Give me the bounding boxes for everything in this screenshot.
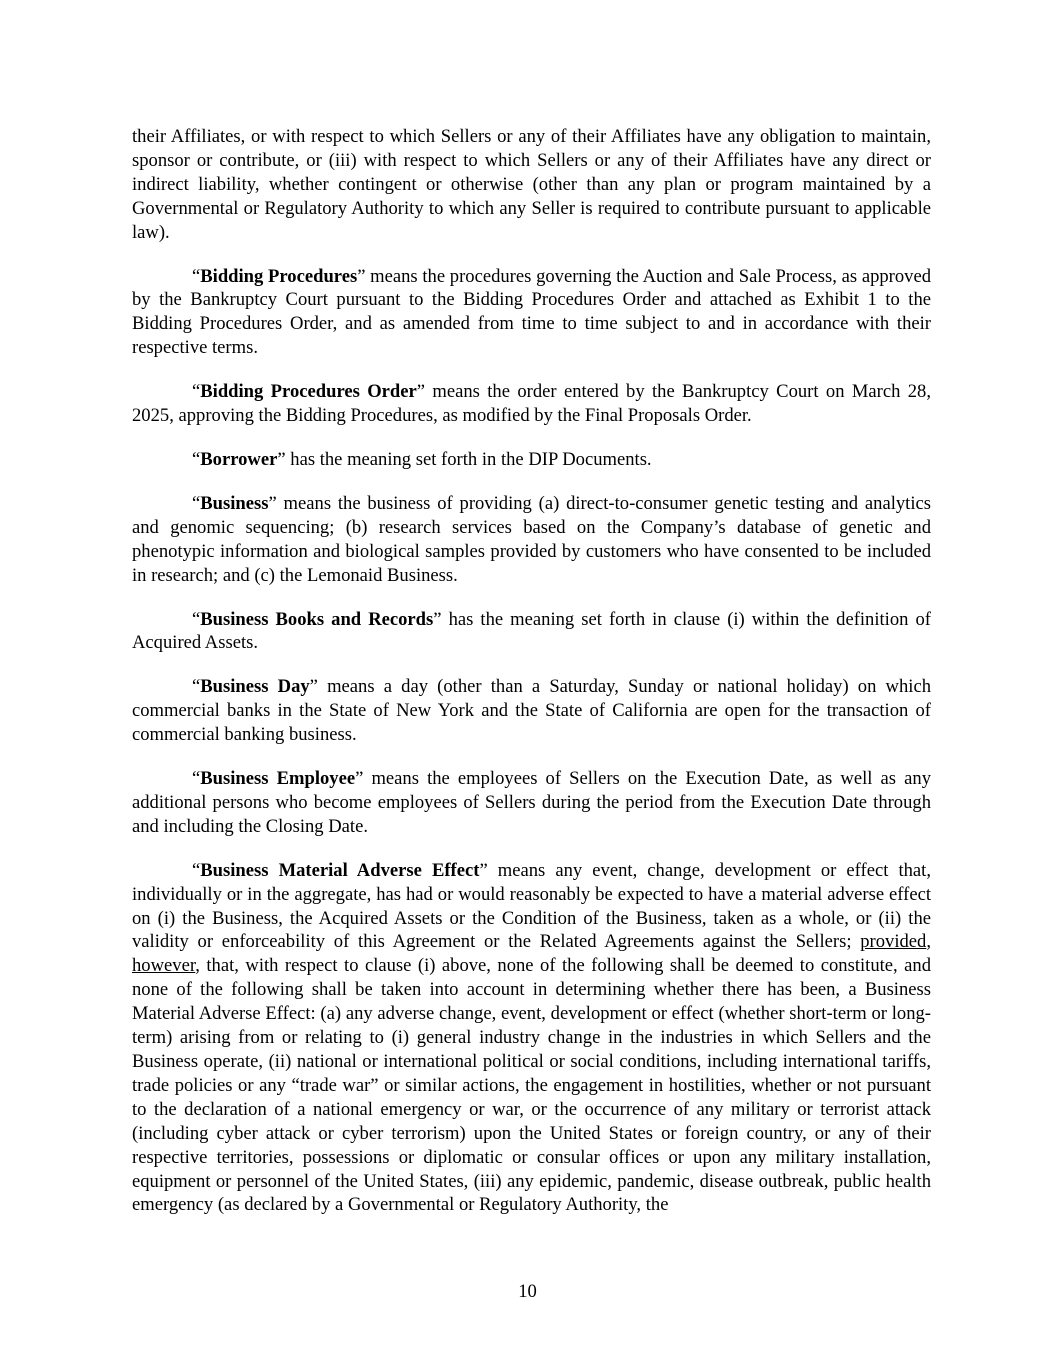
document-page	[132, 125, 931, 1237]
open-quote: “	[192, 768, 201, 790]
definition-text: ” has the meaning set forth in the DIP Documents.	[277, 448, 652, 470]
open-quote: “	[192, 859, 201, 881]
defined-term: Business Employee	[200, 768, 356, 790]
definition-business-employee	[132, 767, 931, 839]
definition-text: ” means a day (other than a Saturday, Sunday or national holiday) on which commercial banks in the State of New York and the State of California are open for the transaction of commercial banking business.	[132, 676, 931, 746]
definition-business-day	[132, 675, 931, 747]
defined-term: Bidding Procedures	[200, 265, 358, 287]
definition-text: ” means the order entered by the Bankruptcy Court on March 28, 2025, approving the Bidding Procedures, as modified by the Final Proposals Order.	[132, 381, 931, 427]
underlined-word: provided	[860, 931, 927, 953]
page-number: 10	[518, 1281, 537, 1302]
open-quote: “	[192, 608, 201, 630]
definition-bidding-procedures	[132, 265, 931, 361]
defined-term: Bidding Procedures Order	[200, 381, 417, 403]
defined-term: Business	[200, 492, 269, 514]
definition-business-material-adverse-effect	[132, 859, 931, 1218]
separator: ,	[926, 931, 931, 953]
definition-text: ” has the meaning set forth in clause (i) within the definition of Acquired Assets.	[132, 608, 931, 654]
definition-continuation	[132, 125, 931, 245]
defined-term: Business Material Adverse Effect	[200, 859, 480, 881]
defined-term: Borrower	[200, 448, 278, 470]
definition-business-books-and-records	[132, 608, 931, 656]
open-quote: “	[192, 448, 201, 470]
open-quote: “	[192, 381, 201, 403]
open-quote: “	[192, 265, 201, 287]
definition-text: ” means the procedures governing the Auction and Sale Process, as approved by the Bankruptcy Court pursuant to the Bidding Procedures Order and attached as Exhibit 1 to the Bidding Procedures Order, and as amended from time to time subject to and in accordance with their respective terms.	[132, 265, 931, 359]
definition-borrower	[132, 448, 931, 472]
definition-text: ” means any event, change, development or effect that, individually or in the aggregate, has had or would reasonably be expected to have a material adverse effect on (i) the Business, the Acquired Assets or the Condition of the Business, taken as a whole, or (ii) the validity or enforceability of this Agreement or the Related Agreements against the Sellers;	[132, 859, 931, 953]
defined-term: Business Day	[200, 676, 310, 698]
definition-bidding-procedures-order	[132, 380, 931, 428]
definition-text: ” means the employees of Sellers on the Execution Date, as well as any additional persons who become employees of Sellers during the period from the Execution Date through and including the Closing Date.	[132, 768, 931, 837]
definition-text: ” means the business of providing (a) direct-to-consumer genetic testing and analytics and genomic sequencing; (b) research services based on the Company’s database of genetic and phenotypic information and biological samples provided by customers who have consented to be included in research; and (c) the Lemonaid Business.	[132, 492, 931, 586]
defined-term: Business Books and Records	[200, 608, 434, 630]
underlined-word: however	[132, 955, 196, 977]
continuation-text: their Affiliates, or with respect to which Sellers or any of their Affiliates have any obligation to maintain, sponsor or contribute, or (iii) with respect to which Sellers or any of their Affiliates have any direct or indirect liability, whether contingent or otherwise (other than any plan or program maintained by a Governmental or Regulatory Authority to which any Seller is required to contribute pursuant to applicable law).	[132, 126, 931, 243]
definition-business	[132, 492, 931, 588]
open-quote: “	[192, 492, 201, 514]
definition-text: , that, with respect to clause (i) above, none of the following shall be deemed to constitute, and none of the following shall be taken into account in determining whether there has been, a Business Material Adverse Effect: (a) any adverse change, event, development or effect (whether short-term or long-term) arising from or relating to (i) general industry change in the industries in which Sellers and the Business operate, (ii) national or international political or social conditions, including international tariffs, trade policies or any “trade war” or similar actions, the engagement in hostilities, whether or not pursuant to the declaration of a national emergency or war, or the occurrence of any military or terrorist attack (including cyber attack or cyber terrorism) upon the United States or foreign country, or any of their respective territories, possessions or diplomatic or consular offices or upon any military installation, equipment or personnel of the United States, (iii) any epidemic, pandemic, disease outbreak, public health emergency (as declared by a Governmental or Regulatory Authority, the	[132, 955, 931, 1216]
open-quote: “	[192, 676, 201, 698]
